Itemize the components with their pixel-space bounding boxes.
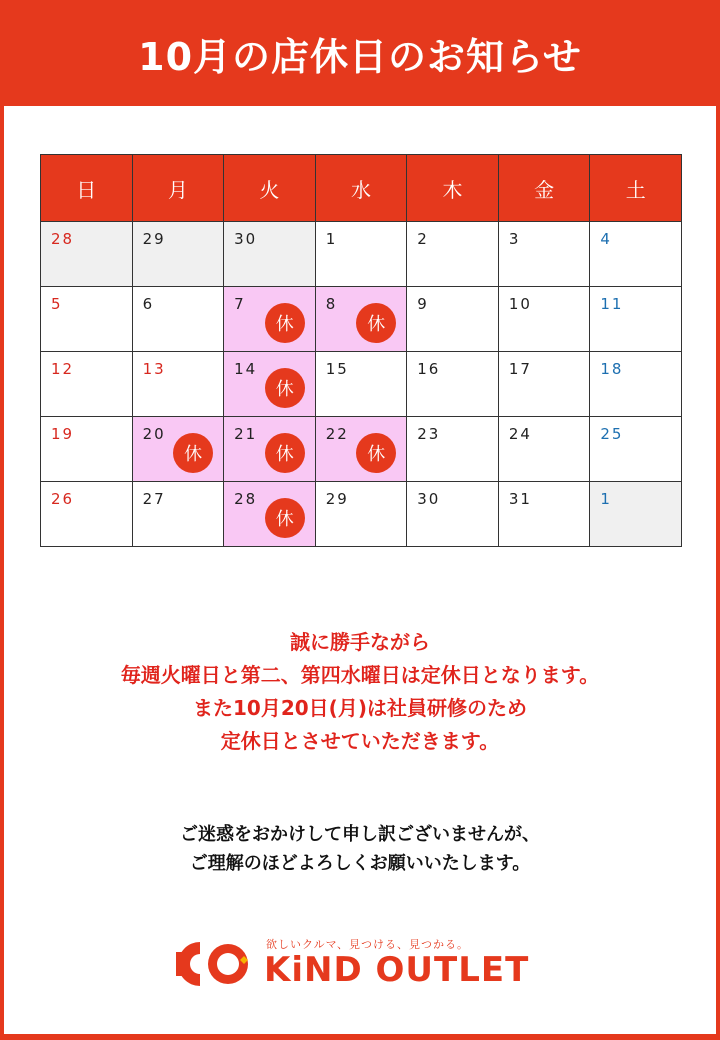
calendar-day-cell [224,287,316,352]
day-number: 20 [142,425,166,443]
calendar-day-cell [41,222,133,287]
calendar-week-row [41,417,682,482]
calendar-day-cell [41,482,133,547]
calendar-day-cell [590,352,682,417]
day-number: 29 [325,490,349,508]
day-number: 21 [234,425,258,443]
calendar-day-cell [132,352,224,417]
closed-day-badge: 休 [265,303,305,343]
calendar-day-cell [315,287,407,352]
calendar-day-cell [315,222,407,287]
day-number: 13 [142,360,166,378]
closed-day-badge: 休 [265,368,305,408]
day-number: 23 [417,425,441,443]
calendar-day-cell [407,352,499,417]
closed-day-badge: 休 [356,303,396,343]
day-number: 19 [51,425,75,443]
closed-day-badge: 休 [173,433,213,473]
kind-outlet-logo [174,932,554,1002]
calendar-day-cell [407,222,499,287]
day-number: 1 [600,490,612,508]
calendar-body [41,222,682,547]
page-title: 10月の店休日のお知らせ [0,0,720,106]
calendar-day-cell [498,222,590,287]
day-number: 1 [325,230,338,248]
day-number: 12 [51,360,75,378]
logo-brand-name: KiND OUTLET [264,950,530,990]
calendar-day-cell [590,287,682,352]
notice-line: また10月20日(月)は社員研修のため [193,696,527,720]
calendar-day-cell [590,482,682,547]
calendar-day-cell [224,352,316,417]
apology-line: ご理解のほどよろしくお願いいたします。 [189,853,531,874]
calendar-day-cell [132,417,224,482]
calendar-week-row [41,352,682,417]
day-number: 24 [508,425,532,443]
day-number: 9 [417,295,429,313]
kind-outlet-logo-icon [174,938,252,990]
calendar-day-cell [224,222,316,287]
calendar-day-cell [498,482,590,547]
day-number: 22 [325,425,349,443]
calendar-day-cell [132,482,224,547]
weekday-header: 金 [498,155,590,222]
day-number: 16 [417,360,441,378]
calendar-day-cell [132,222,224,287]
weekday-header: 水 [315,155,407,222]
day-number: 6 [142,295,155,313]
calendar-day-cell [41,287,133,352]
calendar-day-cell [590,222,682,287]
calendar-week-row [41,287,682,352]
notice-line: 定休日とさせていただきます。 [220,729,500,753]
calendar-day-cell [315,352,407,417]
calendar-day-cell [498,352,590,417]
apology-message [4,820,716,878]
calendar-day-cell [498,417,590,482]
logo-tagline: 欲しいクルマ、見つける、見つかる。 [266,938,470,951]
content-sheet [4,106,716,1034]
day-number: 18 [600,360,624,378]
day-number: 25 [600,425,624,443]
day-number: 3 [508,230,521,248]
weekday-header: 木 [407,155,499,222]
weekday-header: 土 [590,155,682,222]
day-number: 14 [234,360,258,378]
day-number: 7 [234,295,246,313]
closure-notice [4,626,716,758]
calendar [40,154,682,547]
day-number: 10 [508,295,532,313]
weekday-header: 日 [41,155,133,222]
weekday-header: 月 [132,155,224,222]
calendar-day-cell [315,482,407,547]
closed-day-badge: 休 [265,433,305,473]
day-number: 30 [234,230,258,248]
calendar-day-cell [132,287,224,352]
weekday-header-row [41,155,682,222]
calendar-day-cell [590,417,682,482]
calendar-day-cell [407,482,499,547]
day-number: 31 [508,490,532,508]
day-number: 4 [600,230,612,248]
closed-day-badge: 休 [356,433,396,473]
calendar-day-cell [407,417,499,482]
notice-line: 誠に勝手ながら [290,630,430,654]
day-number: 26 [51,490,75,508]
calendar-day-cell [41,417,133,482]
day-number: 17 [508,360,532,378]
calendar-day-cell [498,287,590,352]
calendar-day-cell [224,417,316,482]
day-number: 8 [325,295,338,313]
closed-day-badge: 休 [265,498,305,538]
day-number: 5 [51,295,63,313]
day-number: 15 [325,360,349,378]
day-number: 2 [417,230,429,248]
calendar-day-cell [224,482,316,547]
day-number: 30 [417,490,441,508]
day-number: 29 [142,230,166,248]
day-number: 27 [142,490,166,508]
calendar-day-cell [315,417,407,482]
calendar-day-cell [41,352,133,417]
day-number: 28 [51,230,75,248]
day-number: 28 [234,490,258,508]
notice-line: 毎週火曜日と第二、第四水曜日は定休日となります。 [120,663,600,687]
calendar-day-cell [407,287,499,352]
apology-line: ご迷惑をおかけして申し訳ございませんが、 [180,824,540,845]
weekday-header: 火 [224,155,316,222]
calendar-week-row [41,222,682,287]
calendar-week-row [41,482,682,547]
day-number: 11 [600,295,624,313]
